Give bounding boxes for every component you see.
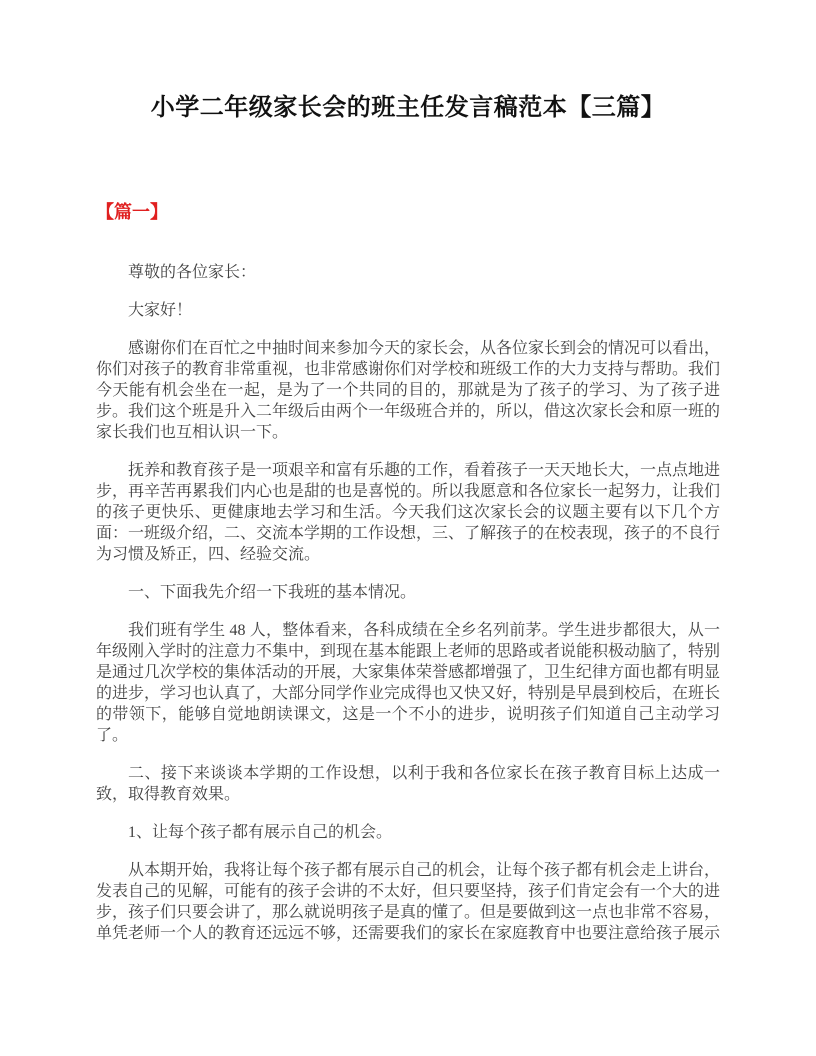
paragraph: 大家好！ [128, 302, 193, 319]
paragraph: 我们班有学生 48 人，整体看来，各科成绩在全乡名列前茅。学生进步都很大，从一年级刚入学时的注意力不集中，到现在基本能跟上老师的思路或者说能积极动脑了，特别是通过几次学校的集体活动的开展，大家集体荣誉感都增强了，卫生纪律方面也都有明显的进步，学习也认真了，大部分同学作业完成得也又快又好，特别是早晨到校后，在班长的带领下，能够自觉地朗读课文，这是一个不小的进步，说明孩子们知道自己主动学习了。 [96, 622, 721, 744]
paragraph: 尊敬的各位家长： [128, 264, 257, 281]
document-title: 小学二年级家长会的班主任发言稿范本【三篇】 [150, 95, 666, 121]
paragraph: 从本期开始，我将让每个孩子都有展示自己的机会，让每个孩子都有机会走上讲台，发表自己的见解，可能有的孩子会讲的不太好，但只要坚持，孩子们肯定会有一个大的进步，孩子们只要会讲了，那么就说明孩子是真的懂了。但是要做到这一点也非常不容易，单凭老师一个人的教育还远远不够，还需要我们的家长在家庭教育中也要注意给孩子展示 [96, 862, 721, 942]
paragraph: 1、让每个孩子都有展示自己的机会。 [128, 824, 393, 841]
paragraph: 感谢你们在百忙之中抽时间来参加今天的家长会，从各位家长到会的情况可以看出，你们对孩子的教育非常重视，也非常感谢你们对学校和班级工作的大力支持与帮助。我们今天能有机会坐在一起，是为了一个共同的目的，那就是为了孩子的学习、为了孩子进步。我们这个班是升入二年级后由两个一年级班合并的，所以，借这次家长会和原一班的家长我们也互相认识一下。 [96, 340, 721, 441]
paragraph: 二、接下来谈谈本学期的工作设想，以利于我和各位家长在孩子教育目标上达成一致，取得教育效果。 [96, 765, 720, 803]
section-heading-part-one: 【篇一】 [96, 202, 168, 222]
document-body [96, 262, 720, 944]
paragraph: 抚养和教育孩子是一项艰辛和富有乐趣的工作，看着孩子一天天地长大，一点点地进步，再辛苦再累我们内心也是甜的也是喜悦的。所以我愿意和各位家长一起努力，让我们的孩子更快乐、更健康地去学习和生活。今天我们这次家长会的议题主要有以下几个方面：一班级介绍，二、交流本学期的工作设想，三、了解孩子的在校表现，孩子的不良行为习惯及矫正，四、经验交流。 [96, 462, 721, 563]
paragraph: 一、下面我先介绍一下我班的基本情况。 [128, 584, 417, 601]
